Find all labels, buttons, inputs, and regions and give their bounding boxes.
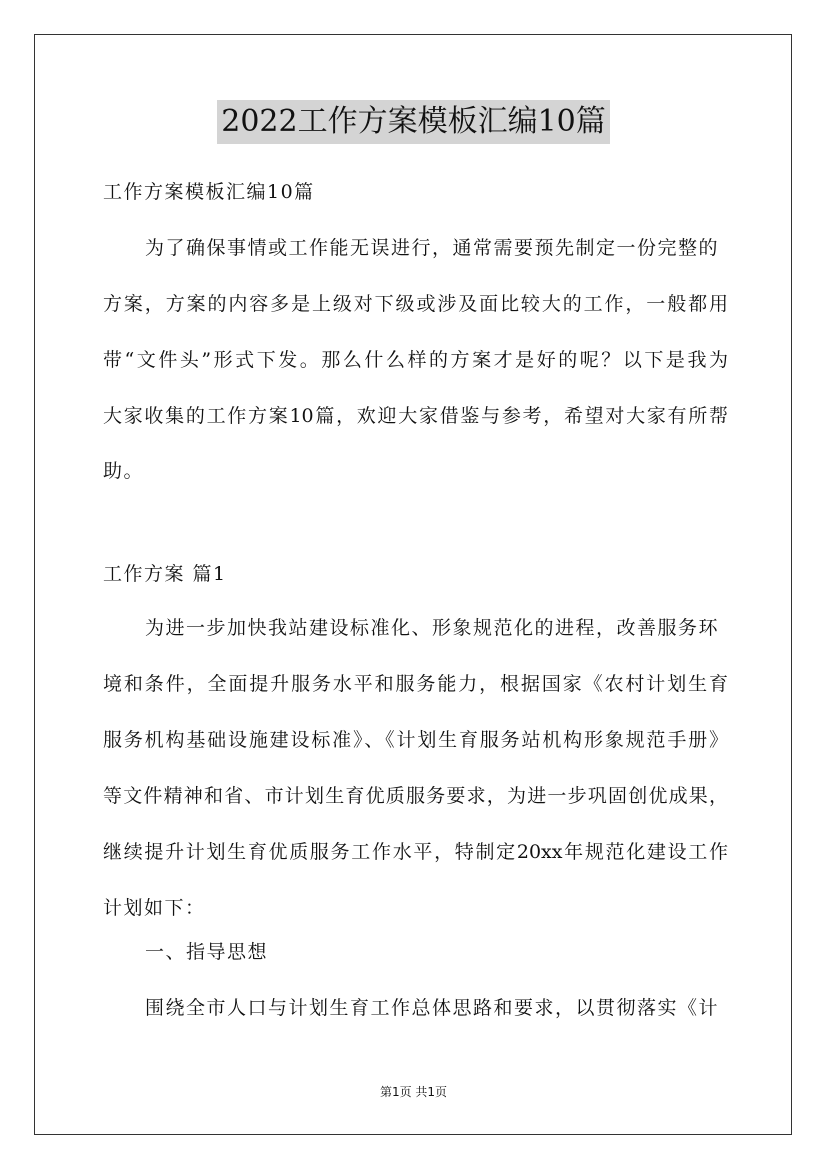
section-heading: 工作方案 篇1 [103, 563, 227, 585]
section-line-6: 计划如下： [103, 897, 206, 919]
sub-heading: 一、指导思想 [145, 941, 269, 963]
section-line-5: 继续提升计划生育优质服务工作水平，特制定20xx年规范化建设工作 [103, 841, 728, 863]
section-line-4: 等文件精神和省、市计划生育优质服务要求，为进一步巩固创优成果， [103, 785, 728, 807]
section-last-line: 围绕全市人口与计划生育工作总体思路和要求，以贯彻落实《计 [145, 997, 720, 1019]
intro-line-1: 为了确保事情或工作能无误进行，通常需要预先制定一份完整的 [145, 237, 720, 259]
section-line-1: 为进一步加快我站建设标准化、形象规范化的进程，改善服务环 [145, 617, 720, 639]
intro-line-5: 助。 [103, 460, 145, 482]
document-title: 2022工作方案模板汇编10篇 [217, 100, 610, 144]
intro-line-4: 大家收集的工作方案10篇，欢迎大家借鉴与参考，希望对大家有所帮 [103, 405, 728, 427]
intro-line-3: 带“文件头”形式下发。那么什么样的方案才是好的呢？以下是我为 [103, 349, 728, 371]
subtitle: 工作方案模板汇编10篇 [103, 181, 315, 203]
section-line-3: 服务机构基础设施建设标准》、《计划生育服务站机构形象规范手册》 [103, 729, 728, 751]
section-line-2: 境和条件，全面提升服务水平和服务能力，根据国家《农村计划生育 [103, 673, 728, 695]
page-footer: 第1页 共1页 [379, 1085, 448, 1099]
title-container [0, 100, 827, 144]
intro-line-2: 方案，方案的内容多是上级对下级或涉及面比较大的工作，一般都用 [103, 293, 728, 315]
